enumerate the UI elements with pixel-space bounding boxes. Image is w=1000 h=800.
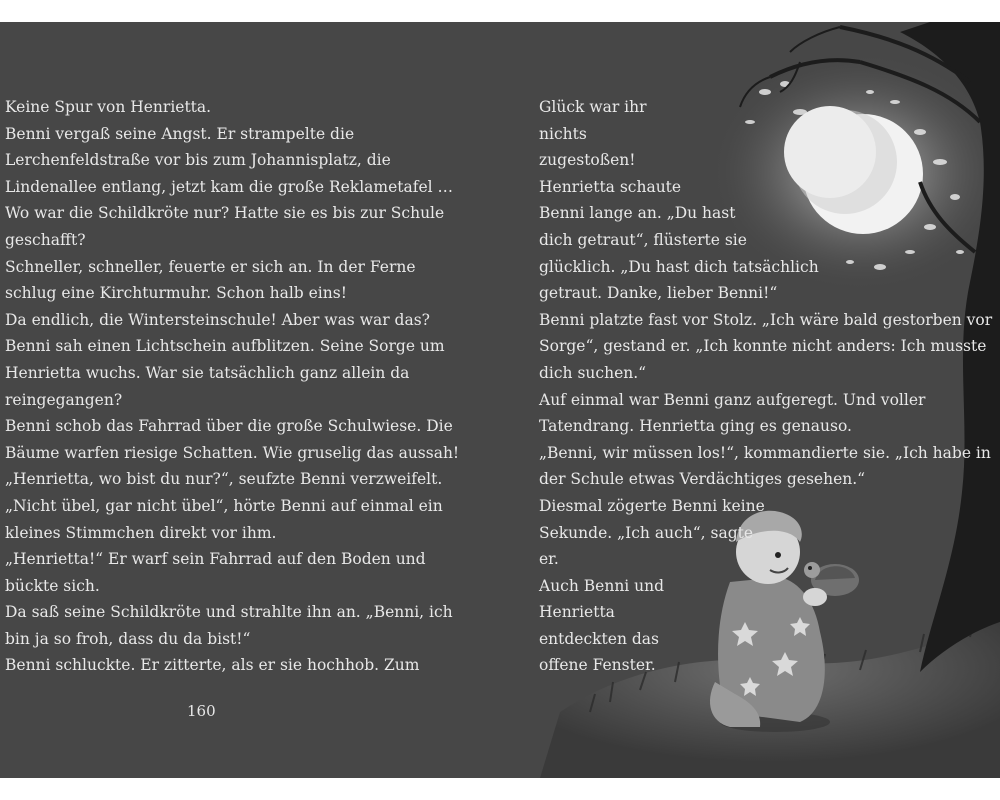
right-page-text-line: offene Fenster. <box>539 656 656 675</box>
left-page-text-line: Wo war die Schildkröte nur? Hatte sie es bis zur Schule <box>5 204 445 223</box>
right-page-text-line: Diesmal zögerte Benni keine <box>539 496 765 515</box>
right-page-text-line: dich getraut“, flüsterte sie <box>539 230 747 249</box>
right-page-text-line: zugestoßen! <box>539 151 636 170</box>
left-page-text-line: bückte sich. <box>5 576 100 595</box>
right-page-text-line: Auch Benni und <box>539 576 665 595</box>
right-page-text-line: getraut. Danke, lieber Benni!“ <box>539 284 778 303</box>
right-page-text-line: Tatendrang. Henrietta ging es genauso. <box>539 417 852 436</box>
left-page-text-line: schlug eine Kirchturmuhr. Schon halb eins! <box>5 284 347 303</box>
right-page-text-line: Sekunde. „Ich auch“, sagte <box>539 523 754 542</box>
right-page-text-line: dich suchen.“ <box>539 363 647 382</box>
left-page-text-line: reingegangen? <box>5 390 123 409</box>
left-page-text-line: Benni schob das Fahrrad über die große Schulwiese. Die <box>5 417 453 436</box>
left-page-text <box>5 94 459 679</box>
left-page-text-line: Schneller, schneller, feuerte er sich an. In der Ferne <box>5 257 416 276</box>
book-spread <box>0 22 1000 778</box>
left-page-text-line: Lerchenfeldstraße vor bis zum Johannisplatz, die <box>5 151 391 170</box>
left-page-text-line: Benni schluckte. Er zitterte, als er sie hochhob. Zum <box>5 656 420 675</box>
left-page-text-line: bin ja so froh, dass du da bist!“ <box>5 629 251 648</box>
right-page-text-line: Benni platzte fast vor Stolz. „Ich wäre bald gestorben vor <box>539 310 993 329</box>
right-page-text-line: „Benni, wir müssen los!“, kommandierte sie. „Ich habe in <box>539 443 991 462</box>
right-page-text-line: Henrietta schaute <box>539 177 682 196</box>
left-page-text-line: Bäume warfen riesige Schatten. Wie gruselig das aussah! <box>5 443 460 462</box>
right-page-text-line: glücklich. „Du hast dich tatsächlich <box>539 257 819 276</box>
right-page-text-line: nichts <box>539 124 587 143</box>
left-page-text-line: „Henrietta!“ Er warf sein Fahrrad auf den Boden und <box>5 550 426 569</box>
right-page-text-line: Sorge“, gestand er. „Ich konnte nicht anders: Ich musste <box>539 337 987 356</box>
left-page-text-line: Lindenallee entlang, jetzt kam die große Reklametafel … <box>5 177 454 196</box>
left-page-text-line: Da saß seine Schildkröte und strahlte ihn an. „Benni, ich <box>5 603 453 622</box>
left-page-text-line: kleines Stimmchen direkt vor ihm. <box>5 523 277 542</box>
page-number: 160 <box>187 702 216 720</box>
right-page-text-line: der Schule etwas Verdächtiges gesehen.“ <box>539 470 866 489</box>
left-page-text-line: Benni sah einen Lichtschein aufblitzen. Seine Sorge um <box>5 337 445 356</box>
right-page-text-line: Auf einmal war Benni ganz aufgeregt. Und voller <box>539 390 926 409</box>
left-page <box>0 22 500 778</box>
left-page-text-line: Da endlich, die Wintersteinschule! Aber was war das? <box>5 310 430 329</box>
right-page-text-line: Glück war ihr <box>539 98 647 116</box>
right-page-text-line: Henrietta <box>539 603 615 622</box>
right-page-text-line: Benni lange an. „Du hast <box>539 204 736 223</box>
right-page-text-line: er. <box>539 550 559 569</box>
left-page-text-line: „Nicht übel, gar nicht übel“, hörte Benni auf einmal ein <box>5 496 443 515</box>
left-page-text-line: „Henrietta, wo bist du nur?“, seufzte Benni verzweifelt. <box>5 470 443 489</box>
left-page-text-line: Benni vergaß seine Angst. Er strampelte die <box>5 124 355 143</box>
right-page-text <box>539 94 992 679</box>
left-page-text-line: Keine Spur von Henrietta. <box>5 98 212 116</box>
left-page-text-line: Henrietta wuchs. War sie tatsächlich ganz allein da <box>5 363 410 382</box>
right-page <box>500 22 1000 778</box>
left-page-text-line: geschafft? <box>5 230 86 249</box>
right-page-text-line: entdeckten das <box>539 629 659 648</box>
